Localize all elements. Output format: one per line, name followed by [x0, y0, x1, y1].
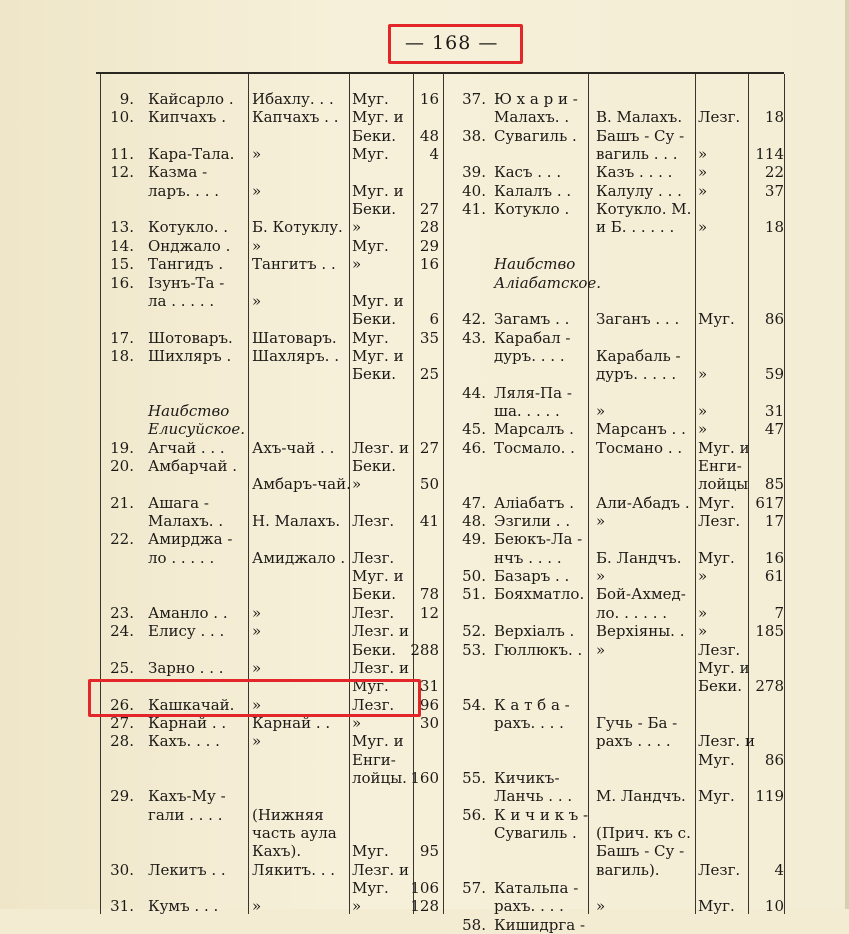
right-name: Эзгили . .: [494, 512, 571, 531]
left-alt: Шатоваръ.: [252, 328, 337, 347]
left-alt: Капчахъ . .: [252, 108, 339, 127]
left-type: Беки.: [352, 310, 397, 329]
left-alt: Амиджало .: [252, 548, 346, 567]
right-name: Катальпа -: [494, 879, 579, 898]
right-name: К и ч и к ъ -: [494, 805, 589, 824]
right-pop: 16: [764, 548, 784, 567]
right-name: Кишидрга -: [494, 915, 586, 934]
left-type: Лезг. и: [352, 860, 409, 879]
right-pop: 18: [764, 108, 784, 127]
right-no: 51.: [462, 585, 486, 604]
right-pop: 10: [764, 897, 784, 916]
left-no: 12.: [110, 163, 134, 182]
right-name: ша. . . . .: [494, 401, 560, 420]
right-no: 43.: [462, 328, 486, 347]
right-pop: 4: [774, 860, 784, 879]
right-alt: вагиль . . .: [596, 145, 678, 164]
left-type: Муг. и: [352, 567, 404, 586]
right-name: Кичикъ-: [494, 768, 560, 787]
left-no: 25.: [110, 658, 134, 677]
left-alt: »: [252, 695, 262, 714]
left-name: Ашага -: [148, 493, 209, 512]
right-name: рахъ. . . .: [494, 897, 564, 916]
left-name: Аманло . .: [148, 603, 228, 622]
right-no: 46.: [462, 438, 486, 457]
right-type: Муг.: [698, 750, 735, 769]
right-name: Ланчь . . .: [494, 787, 573, 806]
left-name: Агчай . . .: [148, 438, 225, 457]
left-pop: 29: [419, 236, 439, 255]
right-alt: (Прич. къ с.: [596, 824, 691, 842]
left-no: 26.: [110, 695, 134, 714]
left-alt: Б. Котуклу.: [252, 218, 343, 237]
right-alt: Башъ - Су -: [596, 126, 685, 145]
left-type: Муг.: [352, 90, 389, 108]
left-type: Беки.: [352, 126, 397, 145]
column-rule: [248, 74, 249, 914]
right-alt: Марсанъ . .: [596, 420, 686, 439]
left-name: Зарно . . .: [148, 658, 224, 677]
left-pop: 6: [429, 310, 439, 329]
left-no: 28.: [110, 732, 134, 751]
left-type: Лезг. и: [352, 658, 409, 677]
left-pop: 27: [419, 200, 439, 219]
right-pop: 22: [764, 163, 784, 182]
left-name: Кахъ-Му -: [148, 787, 226, 806]
right-type: »: [698, 420, 708, 439]
left-pop: 16: [419, 90, 439, 108]
left-name: Елисуйское.: [148, 420, 245, 439]
right-alt: Бой-Ахмед-: [596, 585, 686, 604]
right-name: Марсалъ .: [494, 420, 574, 439]
left-no: 20.: [110, 457, 134, 475]
right-type: Муг. и: [698, 658, 750, 677]
right-alt: дуръ. . . . .: [596, 365, 677, 384]
left-type: Беки.: [352, 200, 397, 219]
right-no: 55.: [462, 768, 486, 787]
left-alt: »: [252, 145, 262, 164]
right-name: Бояхматло.: [494, 585, 585, 604]
left-alt: »: [252, 622, 262, 641]
left-name: Лекитъ . .: [148, 860, 226, 879]
left-pop: 25: [419, 365, 439, 384]
left-name: ло . . . . .: [148, 548, 215, 567]
left-pop: 96: [419, 695, 439, 714]
right-type: »: [698, 622, 708, 641]
right-name: Аліабатъ .: [494, 493, 574, 512]
left-type: Муг. и: [352, 732, 404, 751]
right-name: Ю х а р и -: [494, 90, 578, 108]
right-type: Лезг. и: [698, 732, 755, 751]
left-no: 30.: [110, 860, 134, 879]
left-name: Кашкачай.: [148, 695, 235, 714]
left-pop: 50: [419, 475, 439, 494]
left-name: Шотоваръ.: [148, 328, 233, 347]
right-type: Беки.: [698, 677, 743, 696]
left-pop: 160: [410, 768, 439, 787]
right-no: 41.: [462, 200, 486, 219]
column-rule: [784, 74, 785, 914]
left-name: Iзунъ-Та -: [148, 273, 225, 292]
left-type: Беки.: [352, 365, 397, 384]
right-no: 49.: [462, 530, 486, 549]
left-no: 31.: [110, 897, 134, 916]
left-type: Енги-: [352, 750, 396, 769]
right-pop: 185: [755, 622, 784, 641]
right-name: Сувагиль .: [494, 824, 577, 842]
right-no: 47.: [462, 493, 486, 512]
left-pop: 128: [410, 897, 439, 916]
right-no: 56.: [462, 805, 486, 824]
left-type: »: [352, 713, 362, 732]
left-name: Котукло. .: [148, 218, 229, 237]
column-rule: [695, 74, 696, 914]
right-name: дуръ. . . .: [494, 346, 565, 365]
right-alt: Али-Абадъ .: [596, 493, 690, 512]
right-alt: и Б. . . . . .: [596, 218, 675, 237]
right-type: »: [698, 145, 708, 164]
left-no: 22.: [110, 530, 134, 549]
right-name: нчъ . . . .: [494, 548, 562, 567]
left-type: Муг.: [352, 677, 389, 696]
left-no: 24.: [110, 622, 134, 641]
right-pop: 59: [764, 365, 784, 384]
left-type: Лезг. и: [352, 438, 409, 457]
left-no: 23.: [110, 603, 134, 622]
left-type: Лезг.: [352, 603, 395, 622]
left-no: 18.: [110, 346, 134, 365]
left-pop: 41: [419, 512, 439, 531]
row-highlight: [88, 679, 421, 717]
right-pop: 114: [755, 145, 784, 164]
column-rule: [443, 74, 444, 914]
right-pop: 617: [755, 493, 784, 512]
right-alt: ло. . . . . .: [596, 603, 668, 622]
right-type: Муг.: [698, 897, 735, 916]
left-name: Казма -: [148, 163, 208, 182]
right-pop: 86: [764, 310, 784, 329]
left-alt: »: [252, 897, 262, 916]
left-pop: 30: [419, 713, 439, 732]
right-name: Загамъ . .: [494, 310, 570, 329]
right-alt: Казъ . . . .: [596, 163, 673, 182]
left-type: Муг. и: [352, 108, 404, 127]
right-type: »: [698, 401, 708, 420]
left-alt: »: [252, 603, 262, 622]
right-type: Муг.: [698, 493, 735, 512]
left-pop: 35: [419, 328, 439, 347]
left-type: Муг.: [352, 328, 389, 347]
right-no: 44.: [462, 383, 486, 402]
right-alt: вагиль).: [596, 860, 660, 879]
right-no: 54.: [462, 695, 486, 714]
left-alt: Ахъ-чай . .: [252, 438, 335, 457]
left-type: Муг.: [352, 145, 389, 164]
left-no: 13.: [110, 218, 134, 237]
left-type: Лезг.: [352, 548, 395, 567]
right-name: Сувагиль .: [494, 126, 577, 145]
left-no: 11.: [110, 145, 134, 164]
right-pop: 31: [764, 401, 784, 420]
left-pop: 27: [419, 438, 439, 457]
right-no: 42.: [462, 310, 486, 329]
left-type: Лезг.: [352, 695, 395, 714]
right-pop: 7: [774, 603, 784, 622]
right-name: Беюкъ-Ла -: [494, 530, 583, 549]
left-name: ла . . . . .: [148, 291, 215, 310]
right-pop: 86: [764, 750, 784, 769]
right-alt: Котукло. М.: [596, 200, 692, 219]
left-type: »: [352, 255, 362, 274]
left-pop: 28: [419, 218, 439, 237]
left-pop: 78: [419, 585, 439, 604]
left-type: »: [352, 218, 362, 237]
right-alt: Тосмано . .: [596, 438, 683, 457]
right-name: К а т б а -: [494, 695, 570, 714]
right-type: »: [698, 567, 708, 586]
right-no: 37.: [462, 90, 486, 108]
column-rule: [349, 74, 350, 914]
right-name: Наибство: [494, 255, 576, 274]
left-type: Муг.: [352, 879, 389, 898]
column-rule: [588, 74, 589, 914]
right-pop: 37: [764, 181, 784, 200]
right-alt: Б. Ландчъ.: [596, 548, 682, 567]
right-type: »: [698, 181, 708, 200]
page-number-highlight: [388, 24, 523, 64]
left-alt: Н. Малахъ.: [252, 512, 341, 531]
left-type: Муг. и: [352, 346, 404, 365]
left-pop: 288: [410, 640, 439, 659]
left-alt: часть аула: [252, 824, 337, 842]
right-no: 52.: [462, 622, 486, 641]
right-type: Муг.: [698, 310, 735, 329]
right-alt: »: [596, 640, 606, 659]
column-rule: [413, 74, 414, 914]
left-type: Муг.: [352, 842, 389, 861]
right-type: »: [698, 163, 708, 182]
left-alt: Ибахлу. . .: [252, 90, 334, 108]
right-alt: Верхіяны. .: [596, 622, 685, 641]
right-type: Лезг.: [698, 860, 741, 879]
right-alt: »: [596, 401, 606, 420]
right-no: 53.: [462, 640, 486, 659]
left-no: 27.: [110, 713, 134, 732]
left-name: Кара-Тала.: [148, 145, 235, 164]
right-type: »: [698, 603, 708, 622]
right-pop: 278: [755, 677, 784, 696]
left-no: 16.: [110, 273, 134, 292]
left-type: Беки.: [352, 640, 397, 659]
right-name: Тосмало. .: [494, 438, 575, 457]
page-number: — 168 —: [405, 32, 499, 54]
right-alt: рахъ . . . .: [596, 732, 671, 751]
left-type: Беки.: [352, 457, 397, 475]
left-type: Лезг.: [352, 512, 395, 531]
left-no: 14.: [110, 236, 134, 255]
left-name: Онджало .: [148, 236, 231, 255]
right-pop: 61: [764, 567, 784, 586]
left-alt: (Нижняя: [252, 805, 324, 824]
left-pop: 95: [419, 842, 439, 861]
right-type: Енги-: [698, 457, 742, 475]
left-alt: Лякитъ. . .: [252, 860, 336, 879]
right-name: Малахъ. .: [494, 108, 570, 127]
right-type: »: [698, 218, 708, 237]
right-pop: 119: [755, 787, 784, 806]
right-name: Калалъ . .: [494, 181, 572, 200]
right-alt: Заганъ . . .: [596, 310, 680, 329]
left-alt: »: [252, 291, 262, 310]
right-alt: »: [596, 567, 606, 586]
right-no: 39.: [462, 163, 486, 182]
left-no: 21.: [110, 493, 134, 512]
left-alt: »: [252, 658, 262, 677]
right-type: Лезг.: [698, 640, 741, 659]
left-name: Елису . . .: [148, 622, 225, 641]
left-name: ларъ. . . .: [148, 181, 219, 200]
right-name: Базаръ . .: [494, 567, 570, 586]
right-no: 38.: [462, 126, 486, 145]
right-alt: В. Малахъ.: [596, 108, 683, 127]
left-name: Кайсарло .: [148, 90, 234, 108]
right-name: Верхіалъ .: [494, 622, 575, 641]
left-type: Лезг. и: [352, 622, 409, 641]
right-no: 57.: [462, 879, 486, 898]
right-name: Котукло .: [494, 200, 570, 219]
left-type: Беки.: [352, 585, 397, 604]
left-name: Тангидъ .: [148, 255, 224, 274]
left-name: Шихляръ .: [148, 346, 232, 365]
right-pop: 85: [764, 475, 784, 494]
left-pop: 48: [419, 126, 439, 145]
right-name: рахъ. . . .: [494, 713, 564, 732]
left-alt: »: [252, 236, 262, 255]
column-rule: [100, 74, 101, 914]
left-type: »: [352, 475, 362, 494]
right-alt: »: [596, 897, 606, 916]
left-type: Муг.: [352, 236, 389, 255]
left-no: 29.: [110, 787, 134, 806]
right-name: Аліабатское.: [494, 273, 602, 292]
left-name: Наибство: [148, 401, 230, 420]
right-type: Муг. и: [698, 438, 750, 457]
right-type: Муг.: [698, 787, 735, 806]
left-name: Амирджа -: [148, 530, 233, 549]
right-name: Ляля-Па -: [494, 383, 572, 402]
right-pop: 18: [764, 218, 784, 237]
left-pop: 4: [429, 145, 439, 164]
right-type: лойцы: [698, 475, 749, 494]
right-name: Касъ . . .: [494, 163, 562, 182]
left-alt: »: [252, 732, 262, 751]
left-type: лойцы.: [352, 768, 407, 787]
left-name: Кипчахъ .: [148, 108, 227, 127]
right-name: Карабал -: [494, 328, 571, 347]
left-alt: Кахъ).: [252, 842, 302, 861]
right-type: Лезг.: [698, 512, 741, 531]
left-no: 15.: [110, 255, 134, 274]
left-no: 17.: [110, 328, 134, 347]
right-pop: 47: [764, 420, 784, 439]
left-type: Муг. и: [352, 291, 404, 310]
right-alt: Калулу . . .: [596, 181, 682, 200]
right-type: »: [698, 365, 708, 384]
right-no: 40.: [462, 181, 486, 200]
right-alt: М. Ландчъ.: [596, 787, 686, 806]
right-alt: Гучь - Ба -: [596, 713, 678, 732]
right-no: 45.: [462, 420, 486, 439]
scrollbar[interactable]: [845, 0, 849, 909]
right-no: 58.: [462, 915, 486, 934]
left-alt: »: [252, 181, 262, 200]
left-no: 19.: [110, 438, 134, 457]
left-pop: 12: [419, 603, 439, 622]
right-no: 48.: [462, 512, 486, 531]
left-name: Карнай . .: [148, 713, 227, 732]
right-pop: 17: [764, 512, 784, 531]
left-type: Муг. и: [352, 181, 404, 200]
right-alt: Башъ - Су -: [596, 842, 685, 861]
right-type: Муг.: [698, 548, 735, 567]
left-pop: 106: [410, 879, 439, 898]
left-pop: 31: [419, 677, 439, 696]
left-alt: Амбаръ-чай.: [252, 475, 351, 494]
right-alt: Карабаль -: [596, 346, 681, 365]
column-rule: [748, 74, 749, 914]
left-alt: Тангитъ . .: [252, 255, 336, 274]
left-alt: Карнай . .: [252, 713, 331, 732]
left-name: Кумъ . . .: [148, 897, 219, 916]
left-pop: 16: [419, 255, 439, 274]
left-no: 10.: [110, 108, 134, 127]
right-no: 50.: [462, 567, 486, 586]
left-type: »: [352, 897, 362, 916]
right-type: Лезг.: [698, 108, 741, 127]
left-no: 9.: [119, 90, 134, 108]
right-alt: »: [596, 512, 606, 531]
left-name: гали . . . .: [148, 805, 223, 824]
right-name: Гюллюкъ. .: [494, 640, 583, 659]
left-name: Амбарчай .: [148, 457, 237, 475]
left-name: Кахъ. . . .: [148, 732, 220, 751]
left-alt: Шахляръ. .: [252, 346, 339, 365]
left-name: Малахъ. .: [148, 512, 224, 531]
